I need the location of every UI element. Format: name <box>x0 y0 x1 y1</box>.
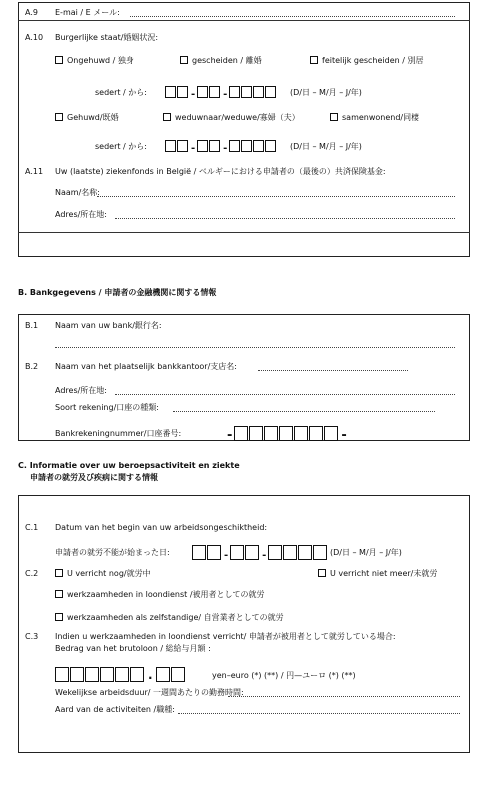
a11-label: Uw (laatste) ziekenfonds in België / ベルギーにおける申請者の（最後の）共済保険基金: <box>55 167 386 176</box>
date-format-1: (D/日 – M/月 – J/年) <box>290 88 362 97</box>
a11-divider <box>18 232 470 233</box>
digit-box[interactable] <box>298 545 312 560</box>
digit-box[interactable] <box>85 667 99 682</box>
digit-box[interactable] <box>156 667 170 682</box>
digit-box[interactable] <box>55 667 69 682</box>
digit-box[interactable] <box>192 545 206 560</box>
digit-box[interactable] <box>70 667 84 682</box>
digit-box[interactable] <box>264 426 278 441</box>
digit-box[interactable] <box>115 667 129 682</box>
bank-naam-field[interactable] <box>55 347 455 348</box>
ziekenfonds-adres-field[interactable] <box>115 218 455 219</box>
c2-number: C.2 <box>25 569 39 578</box>
c1-date-format: (D/日 – M/月 – J/年) <box>330 548 402 557</box>
section-c-title: C. Informatie over uw beroepsactiviteit en ziekte <box>18 461 240 470</box>
c3-aard-label: Aard van de activiteiten /職種: <box>55 705 175 714</box>
c1-date-boxes[interactable] <box>192 545 328 561</box>
c3-number: C.3 <box>25 632 39 641</box>
bank-adres-field[interactable] <box>115 394 455 395</box>
digit-box[interactable] <box>249 426 263 441</box>
section-b-box <box>18 314 470 441</box>
digit-box[interactable] <box>324 426 338 441</box>
c3-line2: Bedrag van het brutoloon / 総給与月額 : <box>55 644 211 653</box>
dash-separator: - <box>341 428 347 443</box>
samenwonend-option[interactable] <box>330 113 419 123</box>
verricht-nog-option[interactable] <box>55 569 151 579</box>
checkbox-icon[interactable] <box>163 113 171 121</box>
loondienst-option[interactable] <box>55 590 265 600</box>
aard-activiteiten-field[interactable] <box>178 713 460 714</box>
a9-number: A.9 <box>25 8 38 17</box>
a11-adres-label: Adres/所在地: <box>55 210 108 219</box>
verricht-nog-label: U verricht nog/就労中 <box>67 569 151 578</box>
c3-line1: Indien u werkzaamheden in loondienst verricht/ 申請者が被用者として就労している場合: <box>55 632 396 641</box>
zelfstandige-option[interactable] <box>55 613 284 623</box>
gehuwd-label: Gehuwd/既婚 <box>67 113 119 122</box>
digit-box[interactable] <box>165 86 176 98</box>
digit-box[interactable] <box>253 86 264 98</box>
b1-number: B.1 <box>25 321 39 330</box>
feitelijk-option[interactable] <box>310 56 424 66</box>
digit-box[interactable] <box>253 140 264 152</box>
rekeningnummer-boxes[interactable] <box>225 426 349 441</box>
digit-box[interactable] <box>130 667 144 682</box>
digit-box[interactable] <box>283 545 297 560</box>
dash-separator: - <box>227 428 233 443</box>
b2-rekeningnummer-label: Bankrekeningnummer/口座番号: <box>55 429 182 438</box>
gehuwd-option[interactable] <box>55 113 119 123</box>
checkbox-icon[interactable] <box>55 56 63 64</box>
dash-separator: - <box>262 550 267 561</box>
digit-box[interactable] <box>197 140 208 152</box>
arbeidsduur-field[interactable] <box>228 696 460 697</box>
sedert-label-1: sedert / から: <box>95 88 147 97</box>
gescheiden-label: gescheiden / 離婚 <box>192 56 262 65</box>
verricht-niet-meer-label: U verricht niet meer/未就労 <box>330 569 438 578</box>
section-c-title-jp: 申請者の就労及び疾病に関する情報 <box>30 473 158 482</box>
ongehuwd-label: Ongehuwd / 独身 <box>67 56 134 65</box>
checkbox-icon[interactable] <box>55 569 63 577</box>
digit-box[interactable] <box>265 86 276 98</box>
verricht-niet-meer-option[interactable] <box>318 569 437 579</box>
digit-box[interactable] <box>245 545 259 560</box>
b2-soort-label: Soort rekening/口座の種類: <box>55 403 159 412</box>
digit-box[interactable] <box>268 545 282 560</box>
a10-label: Burgerlijke staat/婚姻状況: <box>55 33 159 42</box>
dash-separator: - <box>223 143 228 154</box>
loondienst-label: werkzaamheden in loondienst /被用者としての就労 <box>67 590 265 599</box>
checkbox-icon[interactable] <box>180 56 188 64</box>
dash-separator: - <box>224 550 229 561</box>
digit-box[interactable] <box>229 86 240 98</box>
section-b-title: B. Bankgegevens / 申請者の金融機関に関する情報 <box>18 288 217 297</box>
a11-number: A.11 <box>25 167 44 176</box>
sedert-label-2: sedert / から: <box>95 142 147 151</box>
c3-arbeidsduur-label: Wekelijkse arbeidsduur/ 一週間あたりの勤務時間: <box>55 688 244 697</box>
checkbox-icon[interactable] <box>318 569 326 577</box>
c3-currency: yen–euro (*) (**) / 円—ユーロ (*) (**) <box>212 671 356 680</box>
digit-box[interactable] <box>209 140 220 152</box>
ongehuwd-option[interactable] <box>55 56 134 66</box>
email-field[interactable] <box>130 16 455 17</box>
checkbox-icon[interactable] <box>310 56 318 64</box>
b1-label: Naam van uw bank/銀行名: <box>55 321 162 330</box>
a10-number: A.10 <box>25 33 44 42</box>
c1-label: Datum van het begin van uw arbeidsongeschiktheid: <box>55 523 268 532</box>
dash-separator: - <box>191 89 196 100</box>
a9-label: E-mai / E メール: <box>55 8 120 17</box>
feitelijk-label: feitelijk gescheiden / 別居 <box>322 56 424 65</box>
weduwnaar-label: weduwnaar/weduwe/寡婦（夫） <box>175 113 300 122</box>
a11-naam-label: Naam/名称: <box>55 188 100 197</box>
checkbox-icon[interactable] <box>330 113 338 121</box>
digit-box[interactable] <box>177 140 188 152</box>
digit-box[interactable] <box>234 426 248 441</box>
digit-box[interactable] <box>209 86 220 98</box>
digit-box[interactable] <box>294 426 308 441</box>
samenwonend-label: samenwonend/同棲 <box>342 113 420 122</box>
ziekenfonds-naam-field[interactable] <box>97 196 455 197</box>
bankkantoor-field[interactable] <box>258 370 408 371</box>
digit-box[interactable] <box>241 86 252 98</box>
c1-number: C.1 <box>25 523 39 532</box>
checkbox-icon[interactable] <box>55 113 63 121</box>
dash-separator: - <box>223 89 228 100</box>
date-boxes-2[interactable] <box>165 140 277 154</box>
digit-box[interactable] <box>309 426 323 441</box>
digit-box[interactable] <box>171 667 185 682</box>
decimal-point: . <box>148 668 153 682</box>
digit-box[interactable] <box>197 86 208 98</box>
digit-box[interactable] <box>229 140 240 152</box>
weduwnaar-option[interactable] <box>163 113 300 123</box>
date-format-2: (D/日 – M/月 – J/年) <box>290 142 362 151</box>
digit-box[interactable] <box>100 667 114 682</box>
date-boxes-1[interactable] <box>165 86 277 100</box>
b2-number: B.2 <box>25 362 39 371</box>
digit-box[interactable] <box>177 86 188 98</box>
checkbox-icon[interactable] <box>55 590 63 598</box>
a9-divider <box>18 20 470 21</box>
brutoloon-boxes[interactable] <box>55 667 186 682</box>
digit-box[interactable] <box>207 545 221 560</box>
b2-adres-label: Adres/所在地: <box>55 386 108 395</box>
c1-label-jp: 申請者の就労不能が始まった日: <box>55 548 170 557</box>
gescheiden-option[interactable] <box>180 56 262 66</box>
digit-box[interactable] <box>165 140 176 152</box>
digit-box[interactable] <box>265 140 276 152</box>
digit-box[interactable] <box>313 545 327 560</box>
digit-box[interactable] <box>230 545 244 560</box>
b2-label: Naam van het plaatselijk bankkantoor/支店名: <box>55 362 237 371</box>
soort-rekening-field[interactable] <box>173 411 435 412</box>
digit-box[interactable] <box>279 426 293 441</box>
dash-separator: - <box>191 143 196 154</box>
checkbox-icon[interactable] <box>55 613 63 621</box>
digit-box[interactable] <box>241 140 252 152</box>
zelfstandige-label: werkzaamheden als zelfstandige/ 自営業者としての就労 <box>67 613 284 622</box>
